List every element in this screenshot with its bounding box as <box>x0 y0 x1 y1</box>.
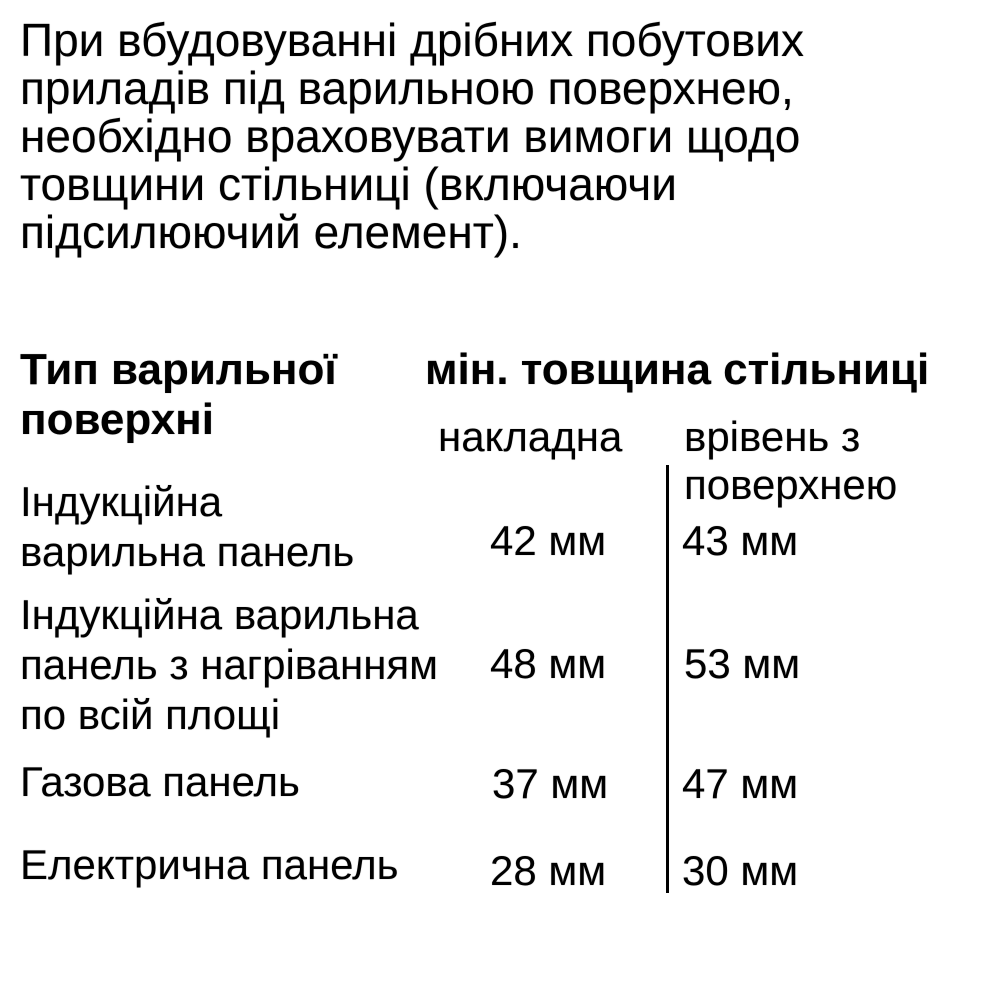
table-row-name-electric-hob <box>20 840 399 890</box>
value-full-surface-flush: 53 мм <box>684 640 801 687</box>
intro-paragraph <box>20 16 804 256</box>
table-row-name-full-surface-induction-hob <box>20 590 438 740</box>
table-row-name-induction-hob <box>20 477 354 577</box>
intro-line: необхідно враховувати вимоги щодо <box>20 110 801 162</box>
value-gas-overlay: 37 мм <box>492 760 609 807</box>
subheader-flush-line: поверхнею <box>684 461 898 508</box>
intro-line: приладів під варильною поверхнею, <box>20 62 794 114</box>
subheader-flush-mounted <box>684 413 897 509</box>
table-header-line: Тип варильної <box>20 345 337 394</box>
row-name-line: Газова панель <box>20 758 300 805</box>
table-row-name-gas-hob <box>20 757 300 807</box>
value-electric-overlay: 28 мм <box>490 847 607 894</box>
value-induction-flush: 43 мм <box>682 517 799 564</box>
subheader-surface-mounted: накладна <box>438 413 623 460</box>
intro-line: При вбудовуванні дрібних побутових <box>20 14 804 66</box>
value-gas-flush: 47 мм <box>682 760 799 807</box>
column-divider-line <box>666 465 669 893</box>
row-name-line: панель з нагріванням <box>20 641 439 688</box>
row-name-line: по всій площі <box>20 691 281 738</box>
intro-line: товщини стільниці (включаючи <box>20 158 677 210</box>
subheader-flush-line: врівень з <box>684 413 861 460</box>
value-full-surface-overlay: 48 мм <box>490 640 607 687</box>
row-name-line: варильна панель <box>20 528 355 575</box>
value-induction-overlay: 42 мм <box>490 517 607 564</box>
row-name-line: Електрична панель <box>20 841 399 888</box>
table-header-line: поверхні <box>20 395 214 444</box>
table-header-min-thickness: мін. товщина стільниці <box>425 345 930 394</box>
row-name-line: Індукційна <box>20 478 223 525</box>
value-electric-flush: 30 мм <box>682 847 799 894</box>
intro-line: підсилюючий елемент). <box>20 206 522 258</box>
row-name-line: Індукційна варильна <box>20 591 419 638</box>
table-header-hob-type <box>20 345 337 445</box>
